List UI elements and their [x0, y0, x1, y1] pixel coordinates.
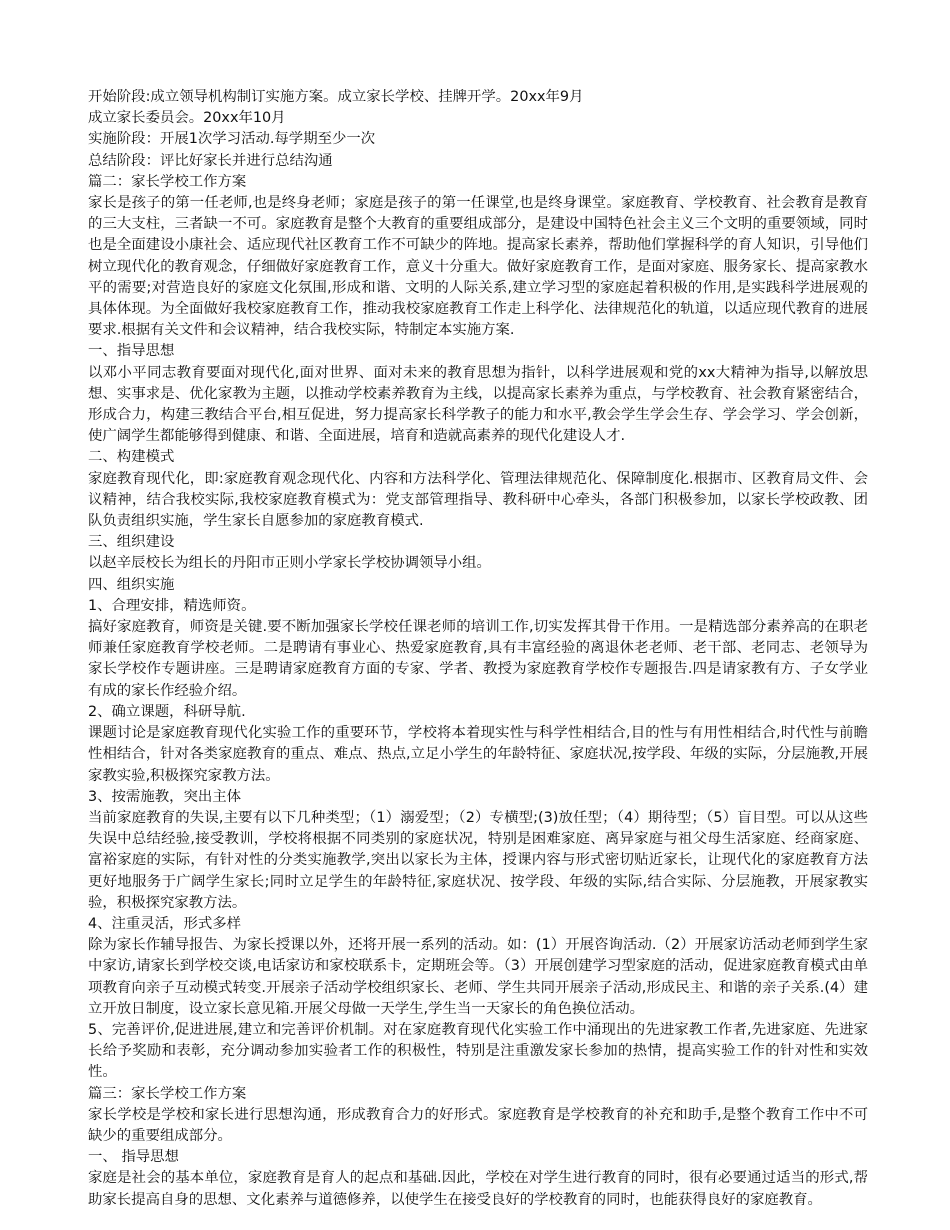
section-build-mode: 二、构建模式 [88, 449, 175, 466]
section-organization: 三、组织建设 [88, 534, 175, 551]
item-3-body: 当前家庭教育的失误,主要有以下几种类型；（1）溺爱型；（2）专横型;(3)放任型；（4）期待型；（5）盲目型。可以从这些失误中总结经验,接受教训，学校将根据不同类别的家庭状况，特别是困难家庭、离异家庭与祖父母生活家庭、经商家庭、富裕家庭的实际，有针对性的分类实施教学,突出以家长为主体，授课内容与形式密切贴近家长，让现代化的家庭教育方法更好地服务于广阔学生家长;同时立足学生的年龄特征,家庭状况、按学段、年级的实际,结合实际、分层施教，开展家教实验，积极探究家教方法。 [88, 809, 868, 911]
guiding-thought-body: 以邓小平同志教育要面对现代化,面对世界、面对未来的教育思想为指针，以科学进展观和党的xx大精神为指导,以解放思想、实事求是、优化家教为主题，以推动学校素养教育为主线，以提高家长素养为重点，与学校教育、社会教育紧密结合，形成合力，构建三教结合平台,相互促进，努力提高家长科学教子的能力和水平,教会学生学会生存、学会学习、学会创新，使广阔学生都能够得到健康、和谐、全面进展，培育和造就高素养的现代化建设人才. [88, 364, 868, 445]
chapter-2-title: 篇二：家长学校工作方案 [88, 173, 247, 190]
item-4-title: 4、注重灵活，形式多样 [88, 915, 242, 932]
item-1-body: 搞好家庭教育，师资是关键.要不断加强家长学校任课老师的培训工作,切实发挥其骨干作用。一是精选部分素养高的在职老师兼任家庭教育学校老师。二是聘请有事业心、热爱家庭教育,具有丰富经验的离退休老老师、老干部、老同志、老领导为家长学校作专题讲座。三是聘请家庭教育方面的专家、学者、教授为家庭教育学校作专题报告.四是请家教有方、子女学业有成的家长作经验介绍。 [88, 619, 868, 699]
item-1-title: 1、合理安排，精选师资。 [88, 597, 256, 614]
chapter-3-title: 篇三：家长学校工作方案 [88, 1085, 247, 1102]
stage-summary: 总结阶段：评比好家长并进行总结沟通 [88, 152, 333, 169]
stage-start: 开始阶段:成立领导机构制订实施方案。成立家长学校、挂牌开学。20xx年9月 [88, 89, 584, 105]
chapter-3-guiding-thought: 一、 指导思想 [88, 1149, 179, 1166]
item-2-body: 课题讨论是家庭教育现代化实验工作的重要环节，学校将本着现实性与科学性相结合,目的性与有用性相结合,时代性与前瞻性相结合，针对各类家庭教育的重点、难点、热点,立足小学生的年龄特征、家庭状况,按学段、年级的实际，分层施教,开展家教实验,积极探究家教方法。 [88, 725, 868, 784]
section-implementation: 四、组织实施 [88, 576, 175, 593]
section-guiding-thought: 一、指导思想 [88, 343, 175, 360]
build-mode-body: 家庭教育现代化，即:家庭教育观念现代化、内容和方法科学化、管理法律规范化、保障制度化.根据市、区教育局文件、会议精神，结合我校实际,我校家庭教育模式为：党支部管理指导、教科研中心牵头，各部门积极参加，以家长学校政教、团队负责组织实施，学生家长自愿参加的家庭教育模式. [88, 470, 868, 530]
stage-committee: 成立家长委员会。20xx年10月 [88, 110, 286, 127]
organization-body: 以赵辛辰校长为组长的丹阳市正则小学家长学校协调领导小组。 [88, 555, 491, 572]
chapter-3-guiding-body: 家庭是社会的基本单位，家庭教育是育人的起点和基础.因此，学校在对学生进行教育的同时，很有必要通过适当的形式,帮助家长提高自身的思想、文化素养与道德修养，以使学生在接受良好的学校教育的同时，也能获得良好的家庭教育。 [88, 1170, 868, 1208]
item-5-body: 5、完善评价,促进进展,建立和完善评价机制。对在家庭教育现代化实验工作中涌现出的先进家教工作者,先进家庭、先进家长给予奖励和表彰，充分调动参加实验者工作的积极性，特别是注重激发家长参加的热情，提高实验工作的针对性和实效性。 [88, 1021, 868, 1081]
item-3-title: 3、按需施教，突出主体 [88, 788, 242, 805]
chapter-2-intro: 家长是孩子的第一任老师,也是终身老师；家庭是孩子的第一任课堂,也是终身课堂。家庭教育、学校教育、社会教育是教育的三大支柱，三者缺一不可。家庭教育是整个大教育的重要组成部分，是建设中国特色社会主义三个文明的重要领域，同时也是全面建设小康社会、适应现代社区教育工作不可缺少的阵地。提高家长素养，帮助他们掌握科学的育人知识，引导他们树立现代化的教育观念，仔细做好家庭教育工作，意义十分重大。做好家庭教育工作，是面对家庭、服务家长、提高家教水平的需要;对营造良好的家庭文化氛围,形成和谐、文明的人际关系,建立学习型的家庭起着积极的作用,是实践科学进展观的具体体现。为全面做好我校家庭教育工作，推动我校家庭教育工作走上科学化、法律规范化的轨道，以适应现代教育的进展要求.根据有关文件和会议精神，结合我校实际，特制定本实施方案. [88, 195, 868, 339]
stage-implement: 实施阶段：开展1次学习活动.每学期至少一次 [88, 131, 376, 148]
document-page [88, 87, 868, 1211]
item-4-body: 除为家长作辅导报告、为家长授课以外，还将开展一系列的活动。如：(1）开展咨询活动.（2）开展家访活动老师到学生家中家访,请家长到学校交谈,电话家访和家校联系卡，定期班会等。（3）开展创建学习型家庭的活动，促进家庭教育模式由单项教育向亲子互动模式转变.开展亲子活动学校组织家长、老师、学生共同开展亲子活动,形成民主、和谐的亲子关系.(4）建立开放日制度，设立家长意见箱.开展父母做一天学生,学生当一天家长的角色换位活动。 [88, 937, 868, 1017]
chapter-3-intro: 家长学校是学校和家长进行思想沟通，形成教育合力的好形式。家庭教育是学校教育的补充和助手,是整个教育工作中不可缺少的重要组成部分。 [88, 1106, 868, 1144]
item-2-title: 2、确立课题，科研导航. [88, 703, 246, 720]
